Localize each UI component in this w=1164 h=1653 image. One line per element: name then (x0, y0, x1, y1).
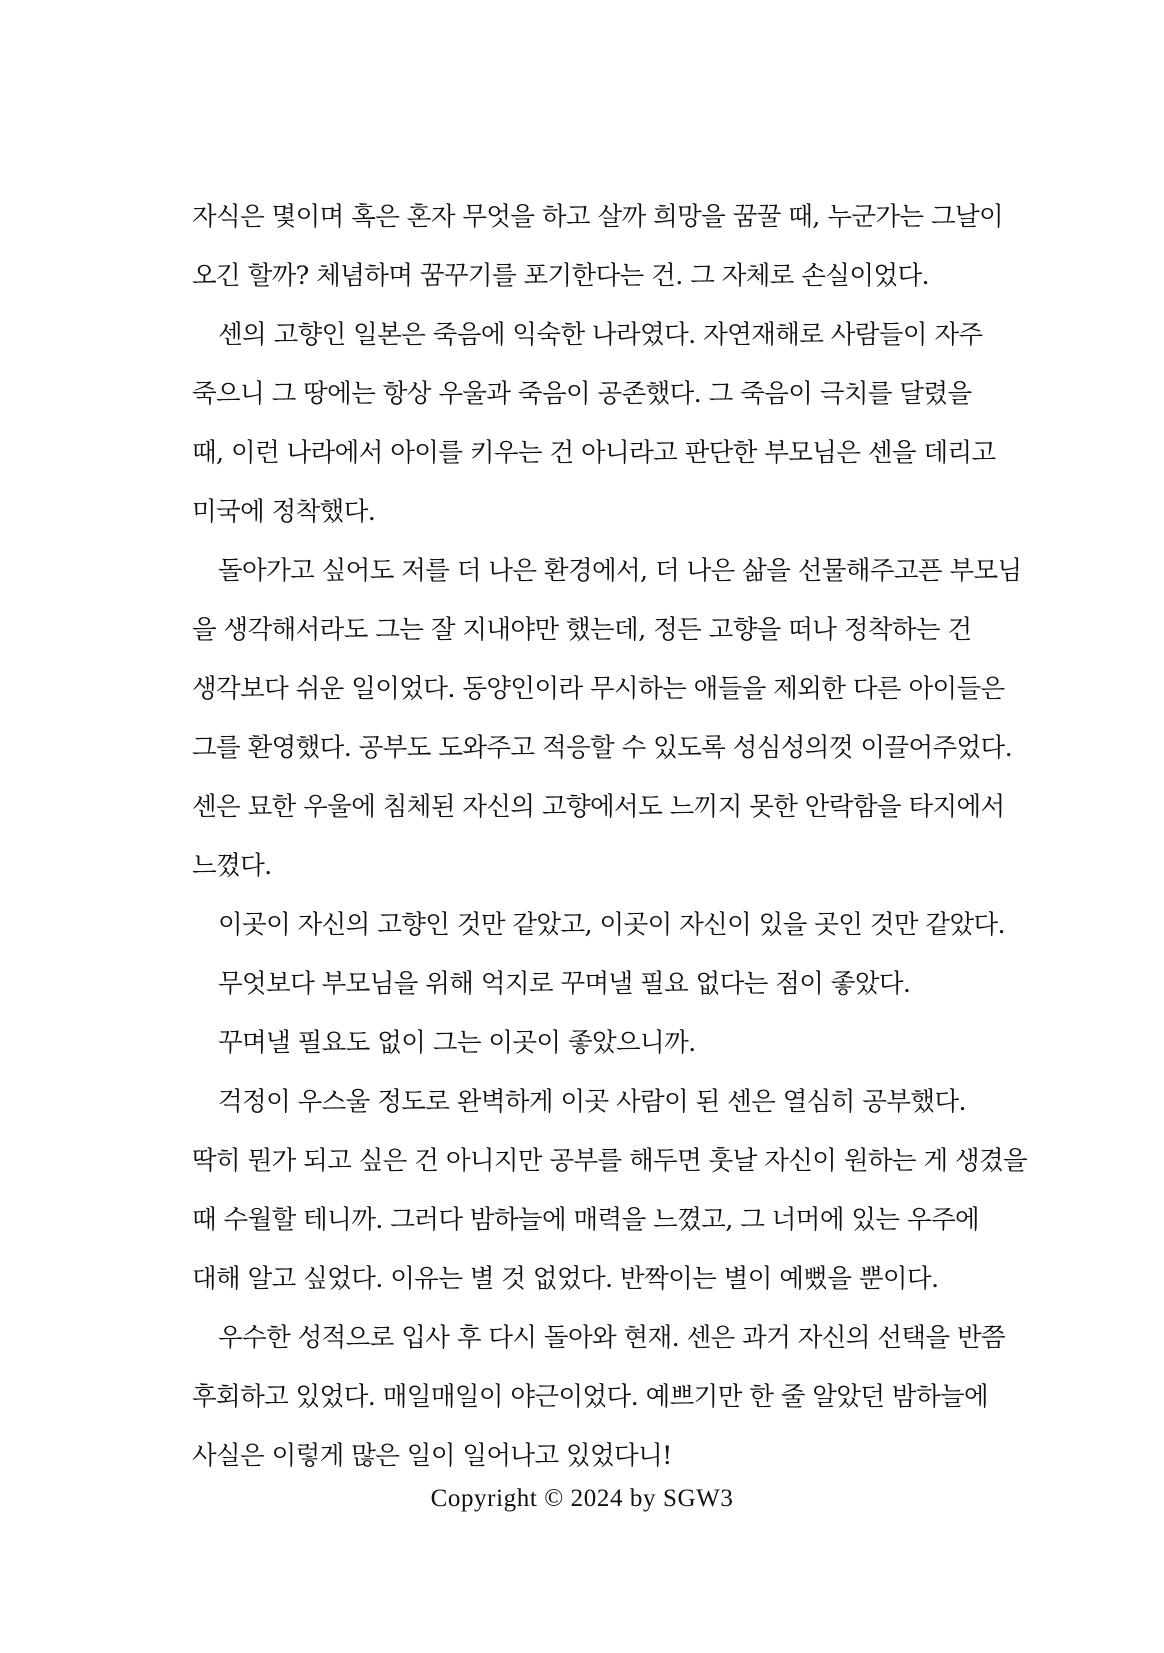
text-line: 때, 이런 나라에서 아이를 키우는 건 아니라고 판단한 부모님은 센을 데리고 (192, 438, 996, 468)
text-line: 느꼈다. (192, 851, 272, 881)
text-line: 사실은 이렇게 많은 일이 일어나고 있었다니! (192, 1441, 672, 1471)
text-line: 때 수월할 테니까. 그러다 밤하늘에 매력을 느꼈고, 그 너머에 있는 우주에 (192, 1205, 980, 1235)
text-line: 을 생각해서라도 그는 잘 지내야만 했는데, 정든 고향을 떠나 정착하는 건 (192, 615, 972, 645)
text-line: 죽으니 그 땅에는 항상 우울과 죽음이 공존했다. 그 죽음이 극치를 달렸을 (192, 379, 972, 409)
text-line: 돌아가고 싶어도 저를 더 나은 환경에서, 더 나은 삶을 선물해주고픈 부모님 (218, 556, 1022, 586)
text-line: 미국에 정착했다. (192, 497, 376, 527)
text-line: 센의 고향인 일본은 죽음에 익숙한 나라였다. 자연재해로 사람들이 자주 (218, 320, 983, 350)
text-line: 오긴 할까? 체념하며 꿈꾸기를 포기한다는 건. 그 자체로 손실이었다. (192, 261, 930, 291)
text-line: 무엇보다 부모님을 위해 억지로 꾸며낼 필요 없다는 점이 좋았다. (218, 969, 911, 999)
copyright-footer: Copyright © 2024 by SGW3 (430, 1485, 734, 1512)
text-line: 대해 알고 싶었다. 이유는 별 것 없었다. 반짝이는 별이 예뻤을 뿐이다. (192, 1264, 939, 1294)
text-line: 자식은 몇이며 혹은 혼자 무엇을 하고 살까 희망을 꿈꿀 때, 누군가는 그날이 (192, 202, 1004, 232)
text-line: 꾸며낼 필요도 없이 그는 이곳이 좋았으니까. (218, 1028, 696, 1058)
text-line: 센은 묘한 우울에 침체된 자신의 고향에서도 느끼지 못한 안락함을 타지에서 (192, 792, 1005, 822)
text-line: 이곳이 자신의 고향인 것만 같았고, 이곳이 자신이 있을 곳인 것만 같았다. (218, 910, 1006, 940)
text-line: 생각보다 쉬운 일이었다. 동양인이라 무시하는 애들을 제외한 다른 아이들은 (192, 674, 1005, 704)
body-text (192, 188, 1028, 1486)
text-line: 우수한 성적으로 입사 후 다시 돌아와 현재. 센은 과거 자신의 선택을 반쯤 (218, 1323, 1006, 1353)
text-line: 걱정이 우스울 정도로 완벽하게 이곳 사람이 된 센은 열심히 공부했다. (218, 1087, 966, 1117)
text-line: 후회하고 있었다. 매일매일이 야근이었다. 예쁘기만 한 줄 알았던 밤하늘에 (192, 1382, 989, 1412)
text-line: 그를 환영했다. 공부도 도와주고 적응할 수 있도록 성심성의껏 이끌어주었다. (192, 733, 1013, 763)
text-line: 딱히 뭔가 되고 싶은 건 아니지만 공부를 해두면 훗날 자신이 원하는 게 생겼을 (192, 1146, 1028, 1176)
